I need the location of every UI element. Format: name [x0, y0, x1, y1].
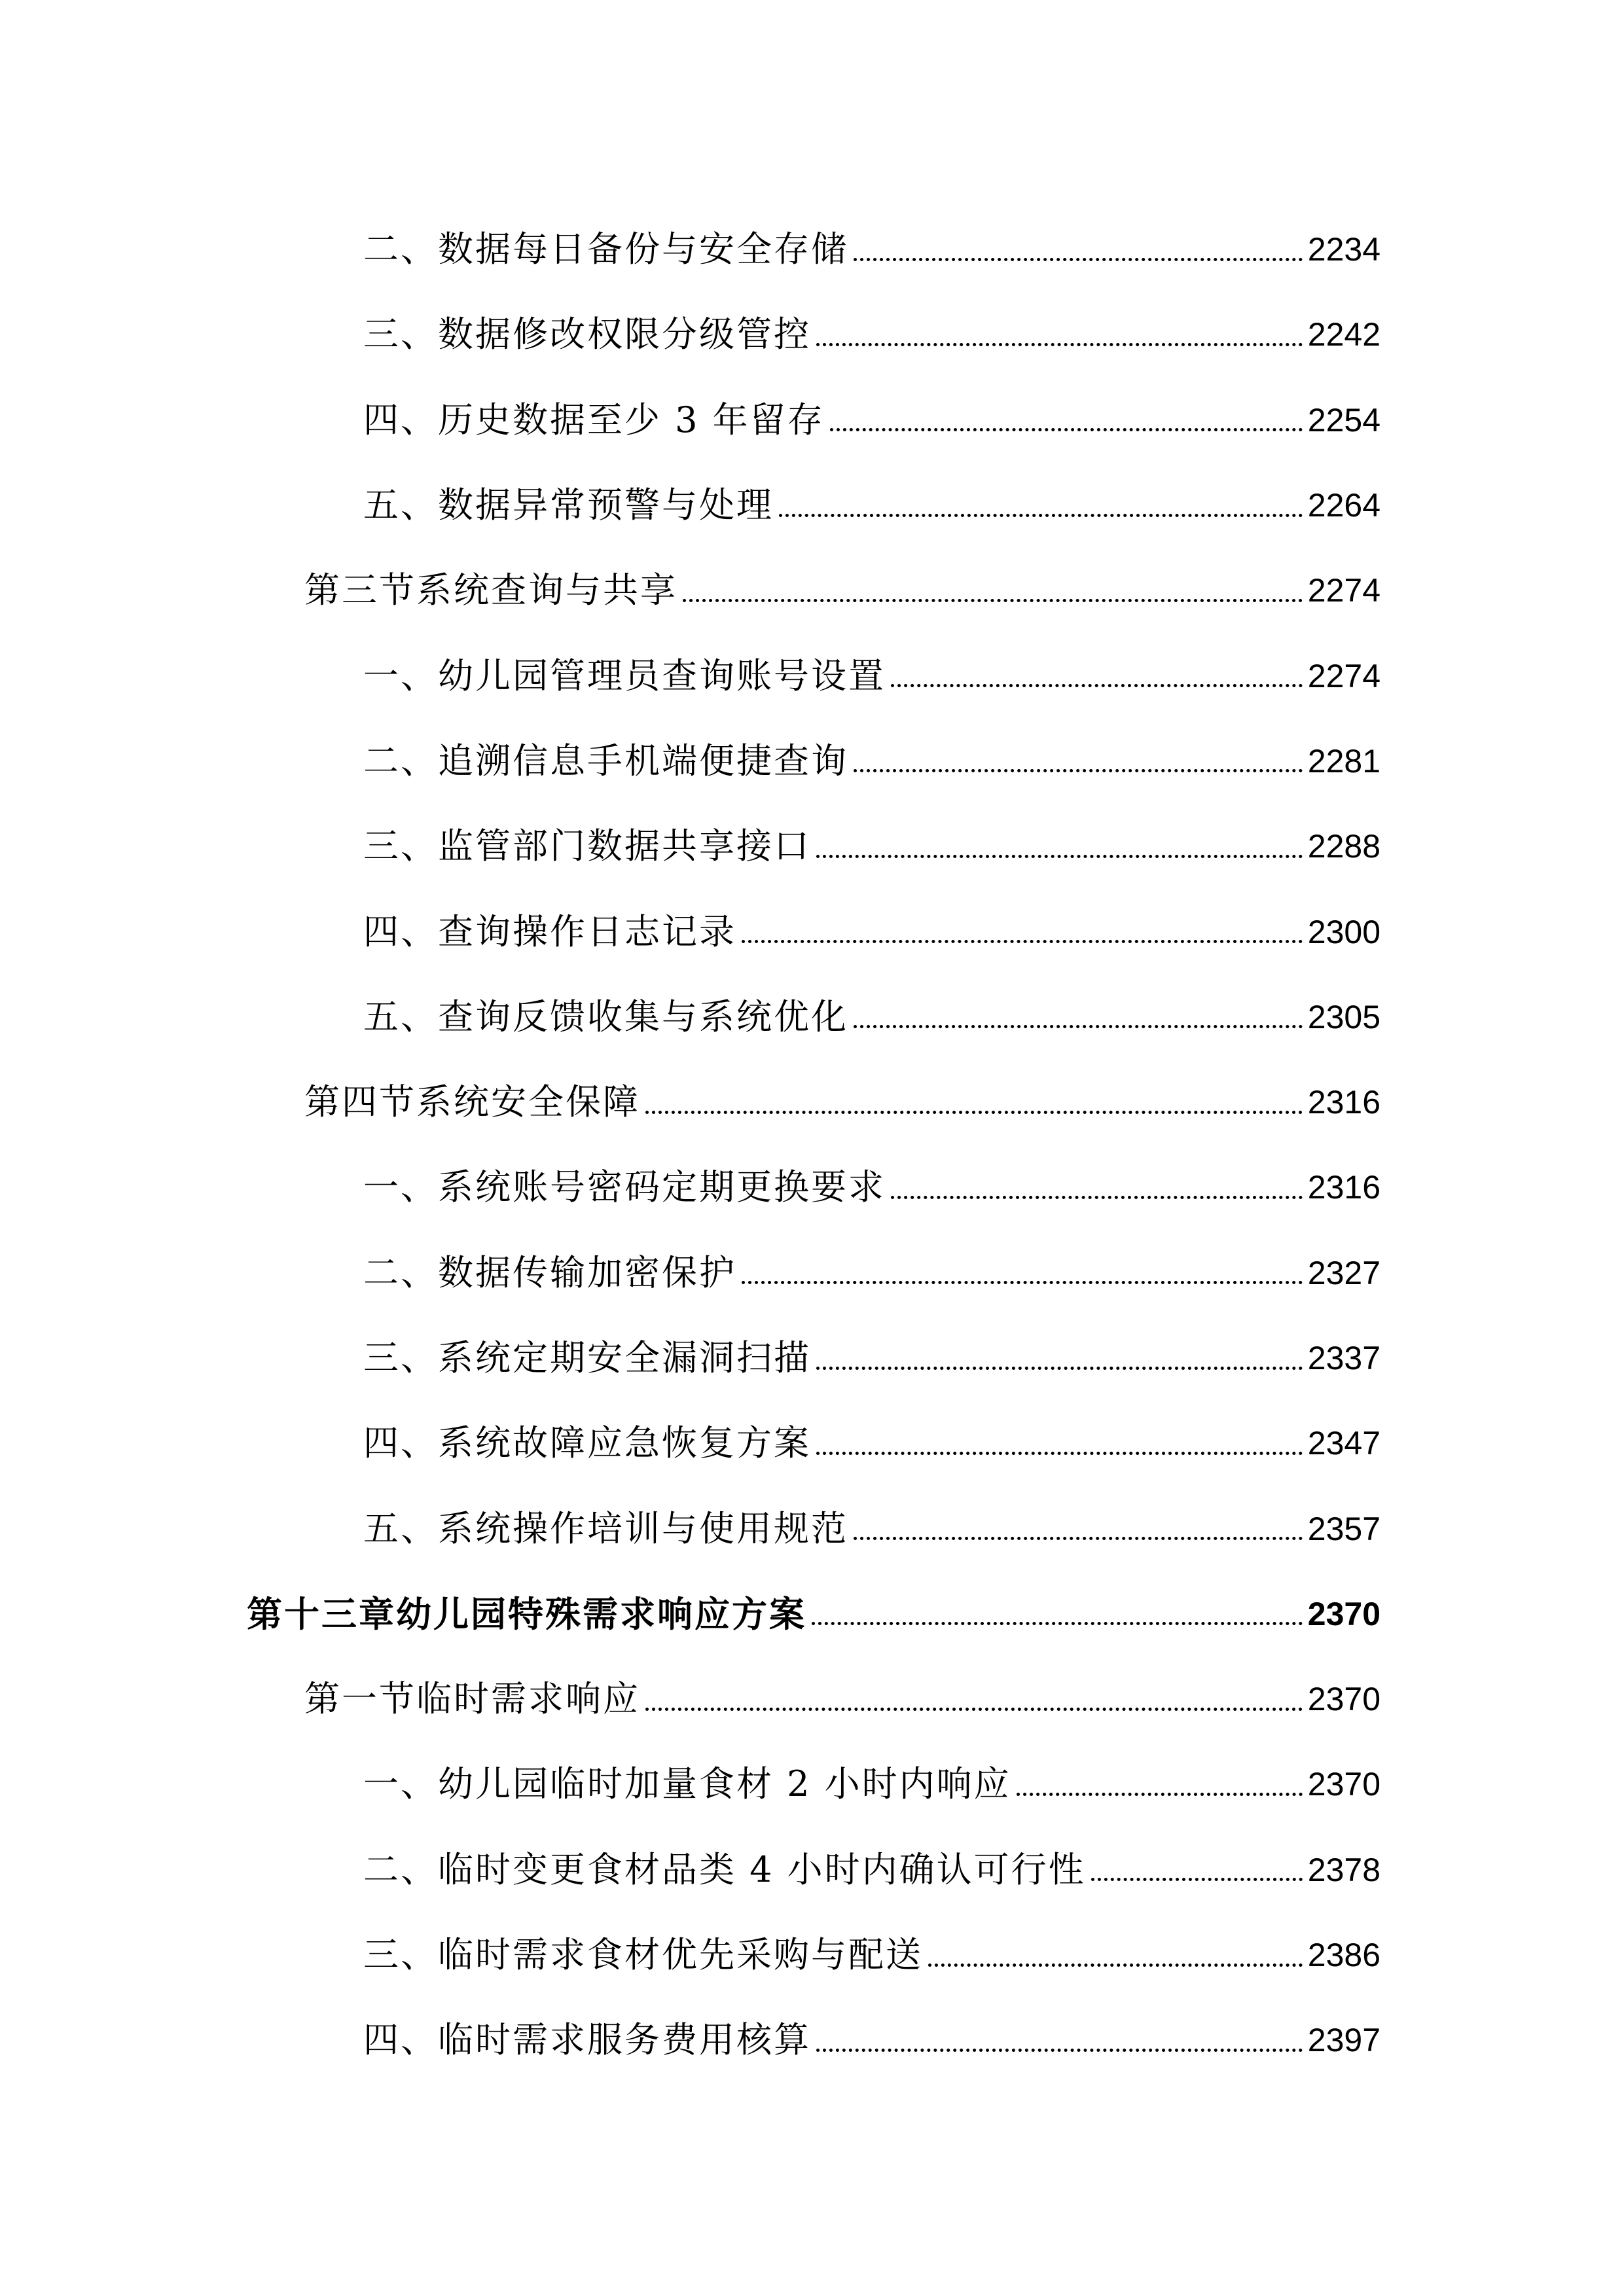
toc-entry-title: 二、数据传输加密保护 — [363, 1255, 742, 1291]
toc-dot-leader — [816, 855, 1303, 858]
toc-dot-leader — [928, 1964, 1303, 1967]
toc-section-entry[interactable] — [0, 548, 1624, 633]
toc-entry-title: 五、查询反馈收集与系统优化 — [363, 999, 854, 1035]
toc-page-number: 2274 — [1307, 572, 1380, 609]
toc-dot-leader — [816, 1452, 1303, 1455]
toc-dot-leader — [779, 514, 1303, 517]
toc-dot-leader — [854, 1537, 1303, 1540]
toc-page-number: 2370 — [1307, 1766, 1380, 1803]
toc-subsection-entry[interactable] — [0, 1230, 1624, 1316]
toc-dot-leader — [742, 940, 1303, 943]
toc-entry-title: 第一节临时需求响应 — [304, 1681, 645, 1717]
toc-subsection-entry[interactable] — [0, 633, 1624, 718]
toc-dot-leader — [1091, 1878, 1303, 1881]
toc-entry-title: 三、数据修改权限分级管控 — [363, 317, 816, 352]
toc-page-number: 2357 — [1307, 1510, 1380, 1547]
table-of-contents — [0, 207, 1624, 2083]
toc-entry-title: 四、系统故障应急恢复方案 — [363, 1426, 816, 1461]
toc-page-number: 2305 — [1307, 998, 1380, 1035]
toc-subsection-entry[interactable] — [0, 463, 1624, 548]
toc-dot-leader — [645, 1111, 1303, 1114]
toc-page-number: 2316 — [1307, 1084, 1380, 1121]
toc-subsection-entry[interactable] — [0, 1912, 1624, 1998]
toc-entry-title: 二、数据每日备份与安全存储 — [363, 232, 854, 267]
toc-subsection-entry[interactable] — [0, 1145, 1624, 1230]
toc-entry-title: 四、临时需求服务费用核算 — [363, 2022, 816, 2058]
toc-entry-title: 五、系统操作培训与使用规范 — [363, 1511, 854, 1547]
toc-chapter-entry[interactable] — [0, 1571, 1624, 1657]
toc-entry-title: 三、系统定期安全漏洞扫描 — [363, 1340, 816, 1376]
toc-dot-leader — [854, 258, 1303, 261]
toc-subsection-entry[interactable] — [0, 1401, 1624, 1486]
toc-dot-leader — [683, 599, 1303, 602]
toc-entry-title: 五、数据异常预警与处理 — [363, 488, 779, 523]
toc-entry-title: 二、临时变更食材品类 4 小时内确认可行性 — [363, 1852, 1091, 1888]
toc-dot-leader — [816, 1367, 1303, 1370]
toc-dot-leader — [812, 1622, 1303, 1625]
toc-page-number: 2378 — [1307, 1851, 1380, 1888]
toc-page-number: 2397 — [1307, 2022, 1380, 2059]
toc-subsection-entry[interactable] — [0, 292, 1624, 377]
toc-subsection-entry[interactable] — [0, 804, 1624, 889]
toc-entry-title: 四、查询操作日志记录 — [363, 914, 742, 950]
toc-subsection-entry[interactable] — [0, 1486, 1624, 1571]
toc-page-number: 2288 — [1307, 828, 1380, 865]
toc-entry-title: 第四节系统安全保障 — [304, 1085, 645, 1120]
toc-dot-leader — [854, 1025, 1303, 1028]
toc-subsection-entry[interactable] — [0, 378, 1624, 463]
toc-page-number: 2316 — [1307, 1169, 1380, 1206]
toc-dot-leader — [830, 428, 1303, 431]
toc-page-number: 2370 — [1307, 1681, 1380, 1718]
toc-subsection-entry[interactable] — [0, 207, 1624, 292]
toc-dot-leader — [891, 1196, 1303, 1199]
toc-page-number: 2274 — [1307, 657, 1380, 694]
toc-dot-leader — [645, 1708, 1303, 1711]
toc-page-number: 2242 — [1307, 316, 1380, 353]
toc-dot-leader — [854, 769, 1303, 772]
toc-dot-leader — [1017, 1793, 1303, 1796]
toc-page-number: 2386 — [1307, 1937, 1380, 1974]
toc-subsection-entry[interactable] — [0, 889, 1624, 974]
toc-subsection-entry[interactable] — [0, 975, 1624, 1060]
toc-entry-title: 一、幼儿园临时加量食材 2 小时内响应 — [363, 1767, 1017, 1802]
toc-subsection-entry[interactable] — [0, 1316, 1624, 1401]
toc-page-number: 2347 — [1307, 1425, 1380, 1462]
toc-subsection-entry[interactable] — [0, 1998, 1624, 2083]
toc-page-number: 2254 — [1307, 401, 1380, 439]
toc-page-number: 2337 — [1307, 1340, 1380, 1376]
toc-entry-title: 第十三章幼儿园特殊需求响应方案 — [247, 1596, 812, 1632]
toc-entry-title: 第三节系统查询与共享 — [304, 573, 683, 608]
toc-page-number: 2281 — [1307, 742, 1380, 780]
toc-page-number: 2234 — [1307, 231, 1380, 268]
toc-subsection-entry[interactable] — [0, 719, 1624, 804]
toc-subsection-entry[interactable] — [0, 1827, 1624, 1912]
toc-dot-leader — [742, 1281, 1303, 1284]
toc-entry-title: 二、追溯信息手机端便捷查询 — [363, 744, 854, 779]
toc-entry-title: 一、系统账号密码定期更换要求 — [363, 1170, 891, 1205]
toc-section-entry[interactable] — [0, 1657, 1624, 1742]
toc-page-number: 2300 — [1307, 913, 1380, 950]
toc-entry-title: 一、幼儿园管理员查询账号设置 — [363, 658, 891, 694]
toc-subsection-entry[interactable] — [0, 1742, 1624, 1827]
toc-dot-leader — [816, 343, 1303, 346]
toc-page-number: 2264 — [1307, 487, 1380, 524]
toc-page-number: 2370 — [1307, 1595, 1380, 1632]
toc-dot-leader — [891, 684, 1303, 687]
toc-dot-leader — [816, 2049, 1303, 2052]
toc-page-number: 2327 — [1307, 1254, 1380, 1291]
toc-section-entry[interactable] — [0, 1060, 1624, 1145]
toc-entry-title: 四、历史数据至少 3 年留存 — [363, 403, 830, 438]
toc-entry-title: 三、监管部门数据共享接口 — [363, 829, 816, 864]
toc-entry-title: 三、临时需求食材优先采购与配送 — [363, 1937, 928, 1973]
